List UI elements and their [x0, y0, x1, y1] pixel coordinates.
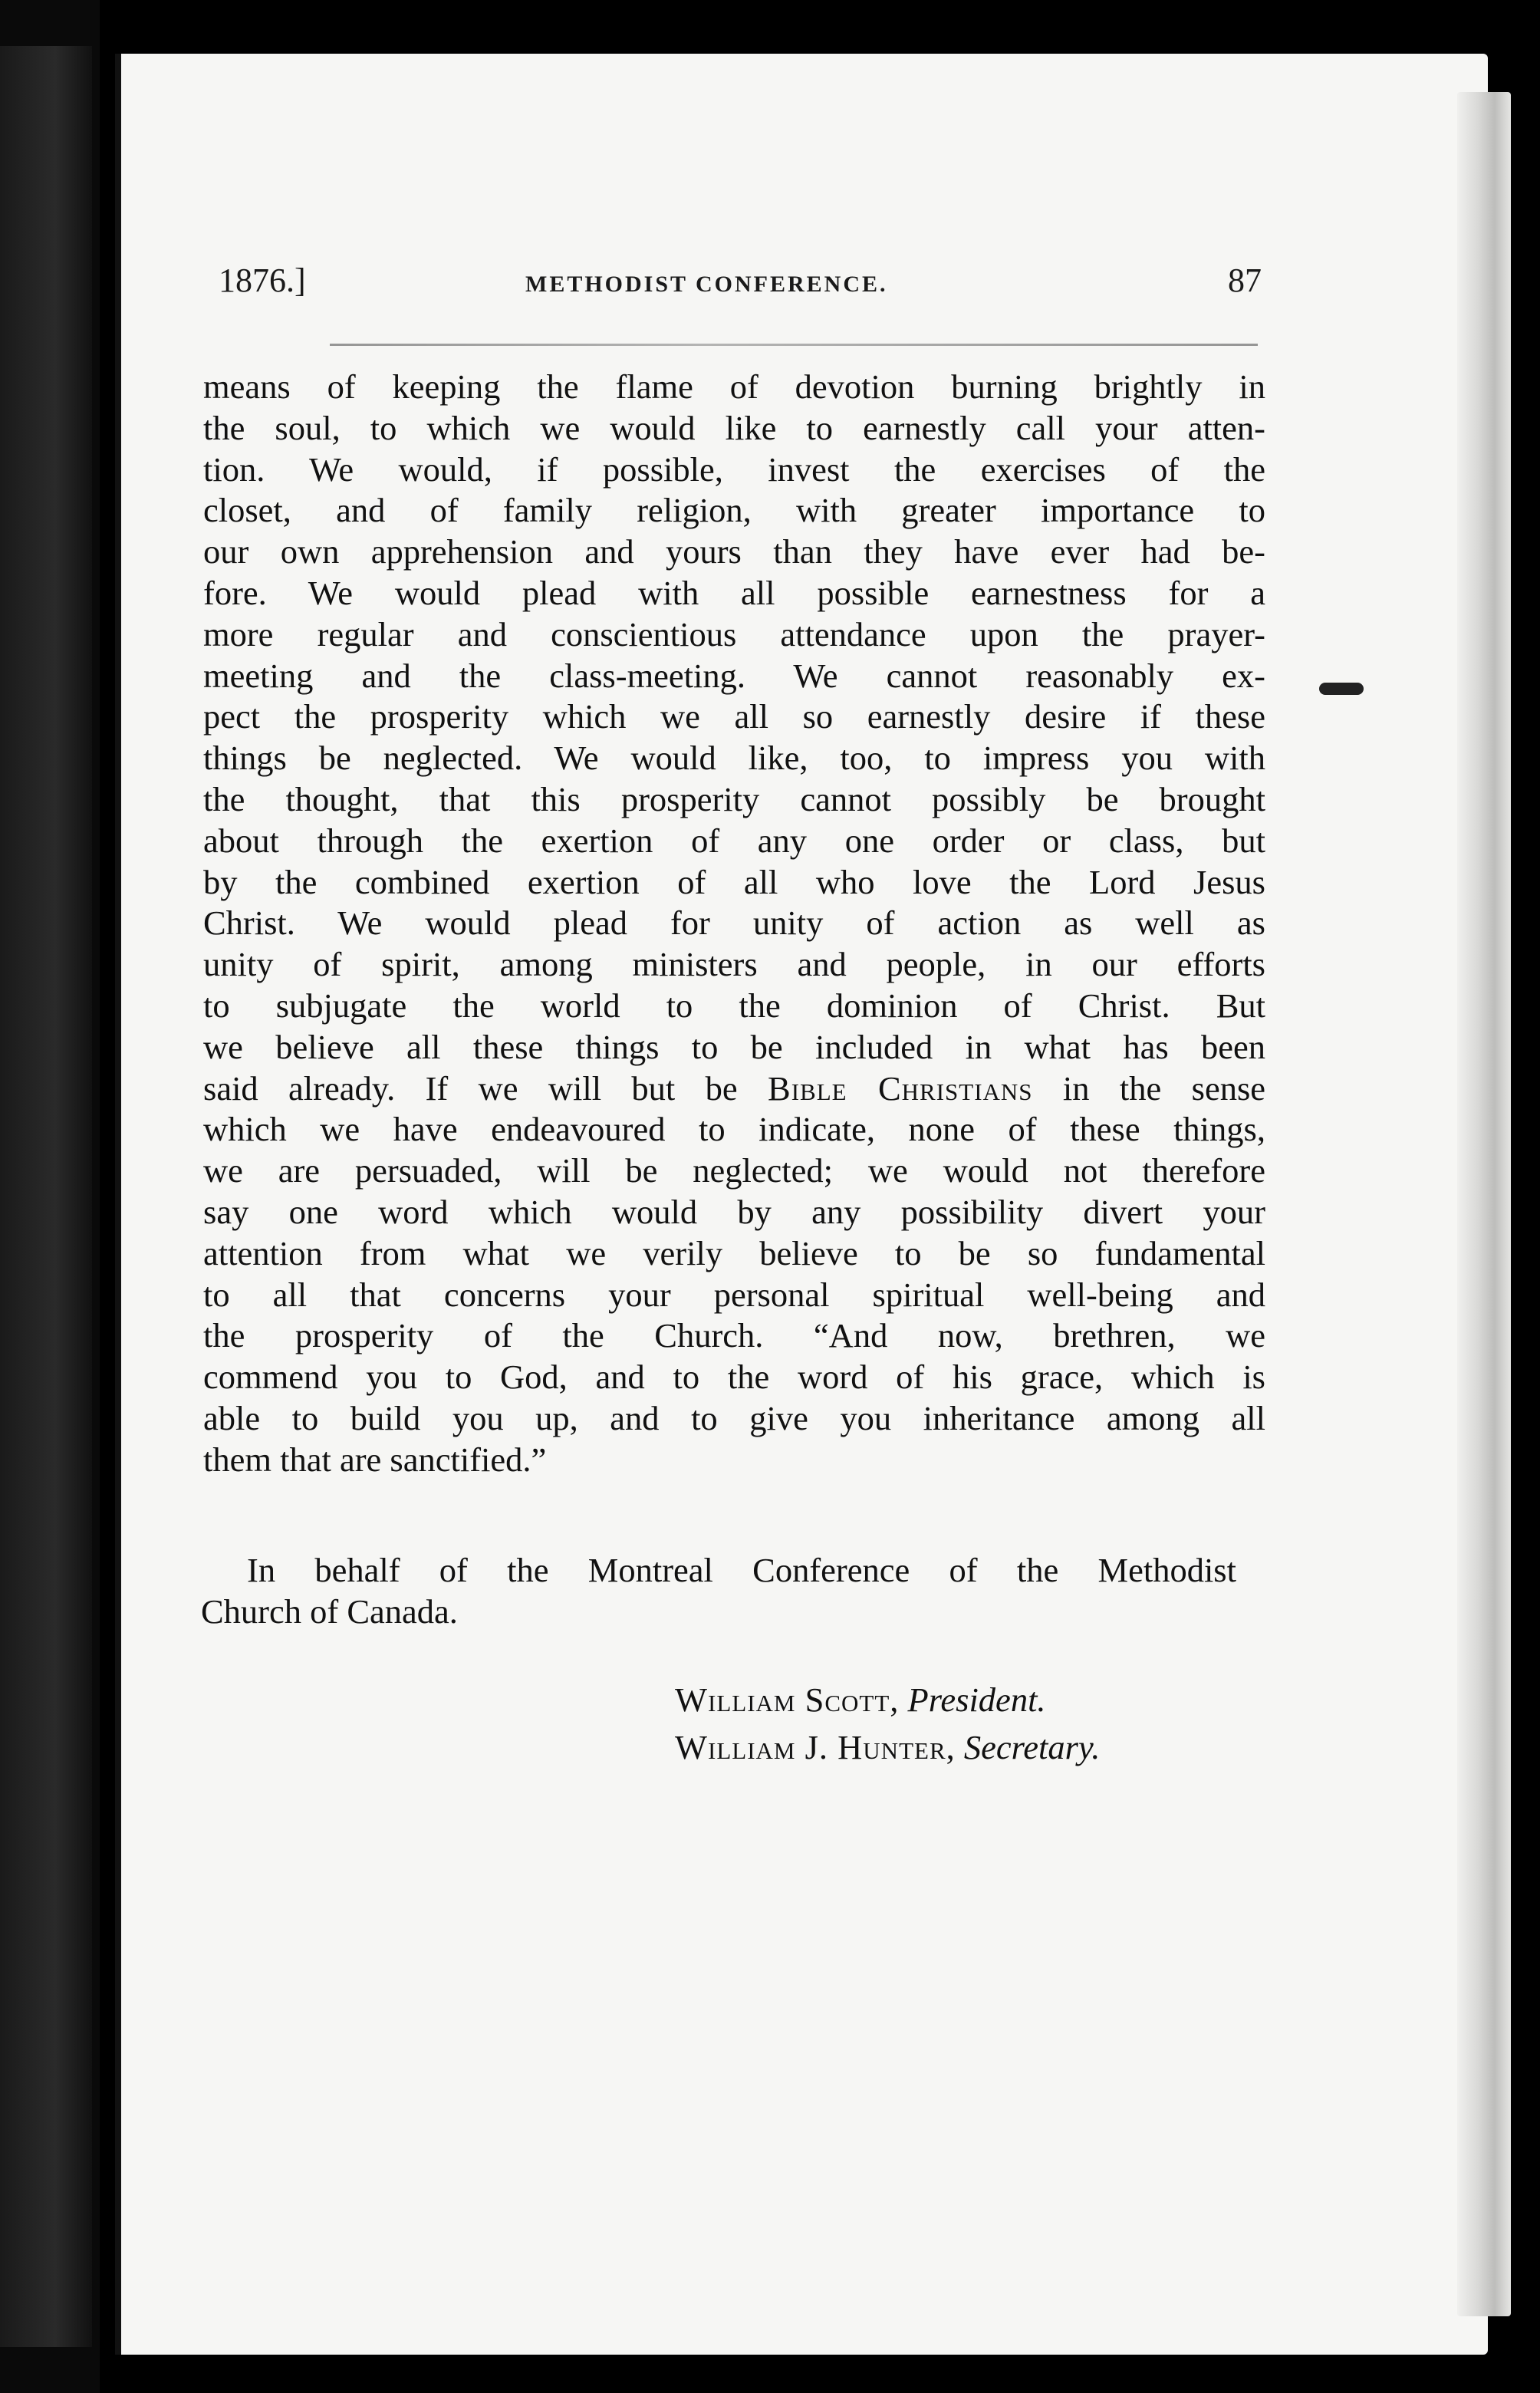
text-line: means of keeping the flame of devotion burning brightly in	[203, 367, 1265, 406]
text-line-bible-christians	[203, 1068, 1265, 1110]
text-line: tion. We would, if possible, invest the exercises of the	[203, 449, 1265, 489]
text-line: about through the exertion of any one order or class, but	[203, 821, 1265, 860]
signature-block	[675, 1676, 1100, 1771]
text-line: by the combined exertion of all who love the Lord Jesus	[203, 862, 1265, 901]
running-title: METHODIST CONFERENCE.	[525, 272, 888, 297]
margin-mark	[1319, 683, 1364, 695]
text-line: things be neglected. We would like, too, to impress you with	[203, 739, 1265, 778]
gutter-shadow	[115, 54, 121, 2355]
signatory-role: President.	[907, 1680, 1046, 1719]
previous-page-edge	[0, 46, 92, 2347]
text-segment: in the sense	[1062, 1068, 1266, 1108]
text-line: more regular and conscientious attendance upon the prayer-	[203, 614, 1265, 653]
text-line: pect the prosperity which we all so earnestly desire if these	[203, 697, 1265, 736]
text-line: the prosperity of the Church. “And now, brethren, we	[203, 1316, 1265, 1355]
text-line: attention from what we verily believe to be so fundamental	[203, 1233, 1265, 1272]
text-line: Christ. We would plead for unity of action as well as	[203, 904, 1265, 943]
text-line: we believe all these things to be included in what has been	[203, 1027, 1265, 1066]
body-paragraph	[203, 367, 1265, 1481]
signatory-name: William Scott,	[675, 1680, 900, 1719]
signature-secretary	[675, 1723, 1100, 1771]
header-year: 1876.]	[219, 262, 306, 299]
text-line: say one word which would by any possibility divert your	[203, 1192, 1265, 1231]
text-line: we are persuaded, will be neglected; we would not therefore	[203, 1151, 1265, 1190]
text-line: the thought, that this prosperity cannot possibly be brought	[203, 779, 1265, 818]
closing-line-2: Church of Canada.	[201, 1592, 458, 1631]
text-line: meeting and the class-meeting. We cannot reasonably ex-	[203, 656, 1265, 695]
text-line: closet, and of family religion, with greater importance to	[203, 491, 1265, 530]
text-line: to subjugate the world to the dominion of Christ. But	[203, 986, 1265, 1025]
text-line: fore. We would plead with all possible earnestness for a	[203, 573, 1265, 612]
signatory-role: Secretary.	[963, 1728, 1101, 1766]
page-number: 87	[1228, 262, 1262, 299]
closing-paragraph	[201, 1549, 1236, 1632]
header-rule	[330, 344, 1258, 346]
text-line: able to build you up, and to give you inheritance among all	[203, 1398, 1265, 1437]
text-line: commend you to God, and to the word of his grace, which is	[203, 1358, 1265, 1397]
signatory-name: William J. Hunter,	[675, 1728, 956, 1766]
bible-christians-smallcaps: Bible Christians	[768, 1068, 1033, 1108]
text-line: which we have endeavoured to indicate, none of these things,	[203, 1110, 1265, 1149]
text-line: unity of spirit, among ministers and people, in our efforts	[203, 945, 1265, 984]
text-segment: said already. If we will but be	[203, 1068, 738, 1108]
text-line: to all that concerns your personal spiritual well-being and	[203, 1275, 1265, 1314]
running-header	[219, 261, 1262, 322]
page-stack-edge	[1457, 92, 1511, 2316]
text-line: them that are sanctified.”	[203, 1440, 547, 1479]
text-line: our own apprehension and yours than they have ever had be-	[203, 532, 1265, 571]
text-line: the soul, to which we would like to earnestly call your atten-	[203, 408, 1265, 447]
closing-line-1: In behalf of the Montreal Conference of the Methodist	[247, 1551, 1236, 1589]
signature-president	[675, 1676, 1100, 1723]
